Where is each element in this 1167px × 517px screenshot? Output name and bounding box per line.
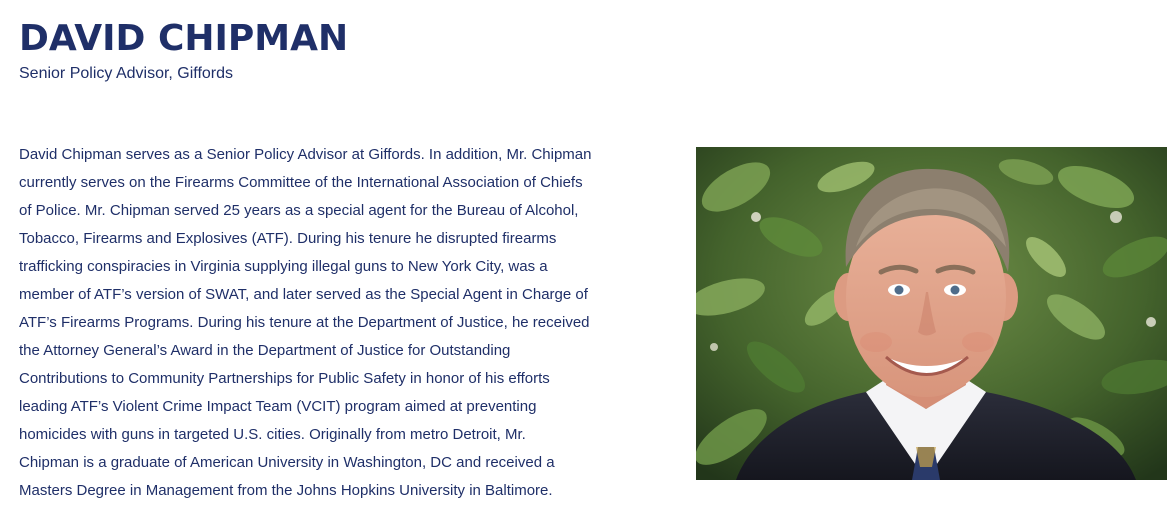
bio-line: of Police. Mr. Chipman served 25 years as a special agent for the Bureau of Alcohol, (19, 202, 579, 219)
bio-line: Tobacco, Firearms and Explosives (ATF). During his tenure he disrupted firearms (19, 230, 557, 247)
profile-name: DAVID CHIPMAN (19, 18, 349, 59)
bio-line: ATF’s Firearms Programs. During his tenure at the Department of Justice, he received (19, 314, 590, 331)
profile-title: Senior Policy Advisor, Giffords (19, 65, 234, 82)
portrait-photo (696, 147, 1167, 480)
bio-line: Chipman is a graduate of American University in Washington, DC and received a (19, 454, 555, 471)
profile-bio (19, 141, 619, 505)
bio-line: Contributions to Community Partnerships for Public Safety in honor of his efforts (19, 370, 550, 387)
bio-line: David Chipman serves as a Senior Policy Advisor at Giffords. In addition, Mr. Chipman (19, 146, 592, 163)
bio-line: currently serves on the Firearms Committee of the International Association of Chiefs (19, 174, 583, 191)
bio-line: Masters Degree in Management from the Johns Hopkins University in Baltimore. (19, 482, 553, 499)
bio-line: homicides with guns in targeted U.S. cities. Originally from metro Detroit, Mr. (19, 426, 526, 443)
bio-line: trafficking conspiracies in Virginia supplying illegal guns to New York City, was a (19, 258, 548, 275)
bio-line: leading ATF’s Violent Crime Impact Team (VCIT) program aimed at preventing (19, 398, 537, 415)
bio-line: member of ATF’s version of SWAT, and later served as the Special Agent in Charge of (19, 286, 588, 303)
bio-line: the Attorney General’s Award in the Department of Justice for Outstanding (19, 342, 511, 359)
